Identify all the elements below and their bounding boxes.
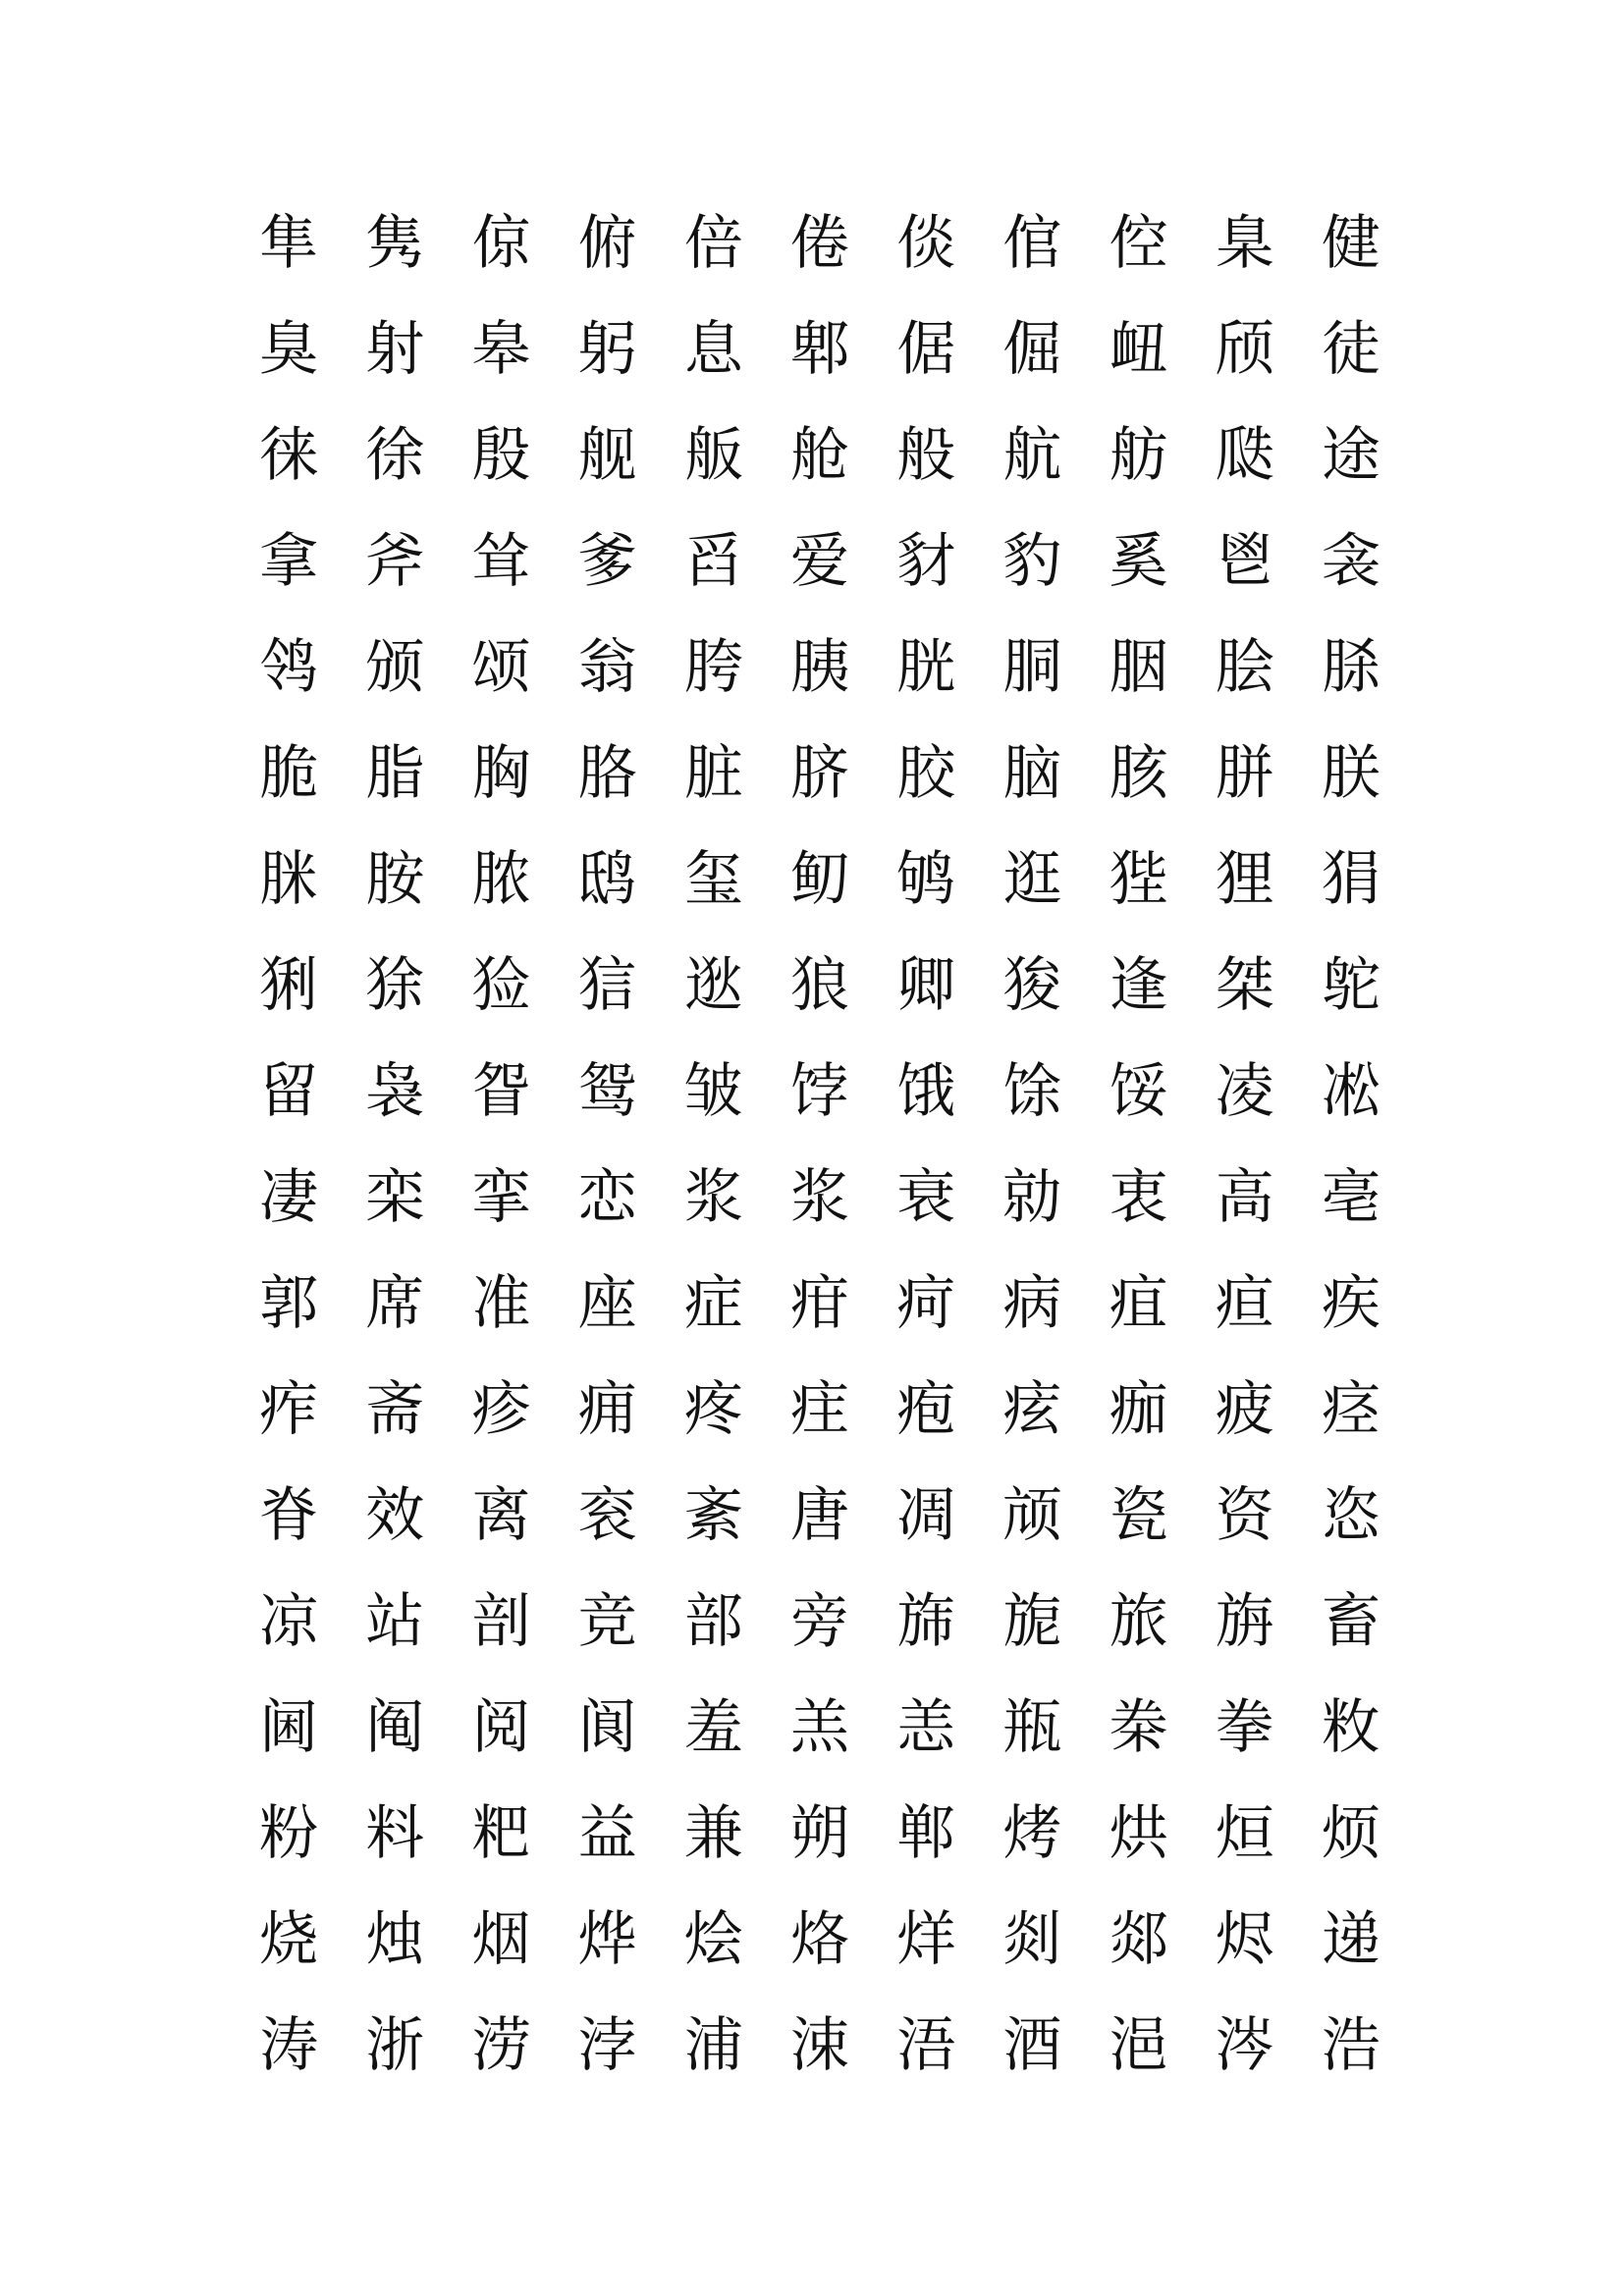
character-cell: 凉 [259, 1587, 319, 1656]
character-cell: 途 [1321, 421, 1380, 490]
character-cell: 烛 [365, 1905, 425, 1974]
character-cell: 疸 [1215, 1269, 1274, 1338]
character-cell: 鸳 [577, 1057, 637, 1126]
character-cell: 倞 [471, 209, 531, 278]
character-cell: 郭 [259, 1269, 319, 1338]
character-cell: 涝 [471, 2011, 531, 2080]
character-cell: 舱 [790, 421, 850, 490]
character-row [236, 2011, 1404, 2122]
character-cell: 鬯 [1215, 527, 1274, 596]
character-cell: 浥 [1109, 2011, 1168, 2080]
character-cell: 徒 [1321, 315, 1380, 384]
character-cell: 胰 [790, 633, 850, 702]
character-cell: 颃 [1002, 1481, 1062, 1550]
character-cell: 胭 [1109, 633, 1168, 702]
character-row [236, 633, 1404, 744]
character-cell: 胺 [365, 845, 425, 914]
character-row [236, 1905, 1404, 2016]
character-cell: 恣 [1321, 1481, 1380, 1550]
character-cell: 耸 [471, 527, 531, 596]
character-cell: 烟 [471, 1905, 531, 1974]
character-cell: 脊 [259, 1481, 319, 1550]
character-cell: 恋 [577, 1163, 637, 1232]
character-cell: 舀 [683, 527, 743, 596]
character-row [236, 315, 1404, 426]
character-cell: 倌 [1002, 209, 1062, 278]
character-cell: 胯 [683, 633, 743, 702]
character-cell: 郯 [1109, 1905, 1168, 1974]
character-cell: 鸰 [259, 633, 319, 702]
character-cell: 涛 [259, 2011, 319, 2080]
character-cell: 阅 [471, 1693, 531, 1762]
character-cell: 病 [1002, 1269, 1062, 1338]
character-row [236, 845, 1404, 956]
character-cell: 疼 [683, 1375, 743, 1444]
character-cell: 爹 [577, 527, 637, 596]
character-cell: 烦 [1321, 1799, 1380, 1868]
character-cell: 馁 [1109, 1057, 1168, 1126]
character-cell: 脒 [259, 845, 319, 914]
character-cell: 脑 [1002, 739, 1062, 808]
character-cell: 倨 [896, 315, 956, 384]
character-cell: 皱 [683, 1057, 743, 1126]
character-cell: 涑 [790, 2011, 850, 2080]
character-cell: 衾 [1321, 527, 1380, 596]
character-cell: 浯 [896, 2011, 956, 2080]
character-cell: 烘 [1109, 1799, 1168, 1868]
character-cell: 部 [683, 1587, 743, 1656]
character-cell: 胴 [1002, 633, 1062, 702]
character-cell: 剡 [1002, 1905, 1062, 1974]
character-cell: 舨 [683, 421, 743, 490]
character-cell: 烊 [896, 1905, 956, 1974]
character-cell: 旁 [790, 1587, 850, 1656]
character-cell: 航 [1002, 421, 1062, 490]
character-cell: 朔 [790, 1799, 850, 1868]
character-cell: 留 [259, 1057, 319, 1126]
character-cell: 殷 [471, 421, 531, 490]
character-cell: 斋 [365, 1375, 425, 1444]
character-cell: 痈 [577, 1375, 637, 1444]
character-cell: 倍 [683, 209, 743, 278]
character-cell: 畜 [1321, 1587, 1380, 1656]
character-row [236, 739, 1404, 850]
character-cell: 旅 [1109, 1587, 1168, 1656]
character-cell: 羞 [683, 1693, 743, 1762]
character-cell: 浦 [683, 2011, 743, 2080]
character-cell: 紊 [683, 1481, 743, 1550]
character-cell: 臭 [259, 315, 319, 384]
character-cell: 逛 [1002, 845, 1062, 914]
character-cell: 益 [577, 1799, 637, 1868]
character-cell: 狺 [577, 951, 637, 1020]
character-cell: 烨 [577, 1905, 637, 1974]
character-cell: 狳 [365, 951, 425, 1020]
character-cell: 浡 [577, 2011, 637, 2080]
character-cell: 斧 [365, 527, 425, 596]
character-cell: 脓 [471, 845, 531, 914]
character-row [236, 1693, 1404, 1804]
character-cell: 倔 [1002, 315, 1062, 384]
character-cell: 卿 [896, 951, 956, 1020]
character-cell: 浆 [790, 1163, 850, 1232]
character-cell: 勍 [1002, 1163, 1062, 1232]
character-cell: 躬 [577, 315, 637, 384]
character-cell: 郸 [896, 1799, 956, 1868]
character-row [236, 527, 1404, 638]
character-cell: 瓶 [1002, 1693, 1062, 1762]
character-cell: 隽 [365, 209, 425, 278]
character-row [236, 951, 1404, 1062]
character-cell: 徕 [259, 421, 319, 490]
character-cell: 桀 [1215, 951, 1274, 1020]
character-cell: 烜 [1215, 1799, 1274, 1868]
character-cell: 瓷 [1109, 1481, 1168, 1550]
character-cell: 拳 [1215, 1693, 1274, 1762]
character-cell: 递 [1321, 1905, 1380, 1974]
character-cell: 凇 [1321, 1057, 1380, 1126]
character-row [236, 1799, 1404, 1910]
character-grid [236, 209, 1404, 2122]
character-cell: 颁 [365, 633, 425, 702]
character-cell: 疲 [1215, 1375, 1274, 1444]
character-cell: 胲 [1109, 739, 1168, 808]
character-cell: 座 [577, 1269, 637, 1338]
character-cell: 浩 [1321, 2011, 1380, 2080]
character-cell: 脐 [790, 739, 850, 808]
character-row [236, 421, 1404, 532]
character-cell: 疳 [790, 1269, 850, 1338]
character-cell: 旆 [896, 1587, 956, 1656]
character-cell: 疱 [896, 1375, 956, 1444]
character-cell: 豺 [896, 527, 956, 596]
character-cell: 烩 [683, 1905, 743, 1974]
character-cell: 鸱 [577, 845, 637, 914]
character-cell: 息 [683, 315, 743, 384]
character-row [236, 1163, 1404, 1274]
character-cell: 料 [365, 1799, 425, 1868]
character-cell: 高 [1215, 1163, 1274, 1232]
character-row [236, 1587, 1404, 1698]
character-cell: 栾 [365, 1163, 425, 1232]
character-cell: 疴 [896, 1269, 956, 1338]
character-cell: 狷 [1321, 845, 1380, 914]
character-cell: 胳 [577, 739, 637, 808]
character-cell: 羔 [790, 1693, 850, 1762]
character-row [236, 1269, 1404, 1380]
character-cell: 剖 [471, 1587, 531, 1656]
character-cell: 狴 [1109, 845, 1168, 914]
character-cell: 疾 [1321, 1269, 1380, 1338]
character-cell: 离 [471, 1481, 531, 1550]
character-cell: 挛 [471, 1163, 531, 1232]
character-cell: 涔 [1215, 2011, 1274, 2080]
character-cell: 效 [365, 1481, 425, 1550]
character-row [236, 1057, 1404, 1168]
character-cell: 恙 [896, 1693, 956, 1762]
character-cell: 般 [896, 421, 956, 490]
character-cell: 俯 [577, 209, 637, 278]
character-cell: 阆 [577, 1693, 637, 1762]
character-cell: 眢 [471, 1057, 531, 1126]
character-cell: 猃 [471, 951, 531, 1020]
character-cell: 倓 [896, 209, 956, 278]
character-cell: 痃 [1002, 1375, 1062, 1444]
character-cell: 烧 [259, 1905, 319, 1974]
character-row [236, 1375, 1404, 1486]
character-cell: 瓞 [1215, 421, 1274, 490]
character-cell: 痄 [259, 1375, 319, 1444]
character-cell: 舰 [577, 421, 637, 490]
character-cell: 猁 [259, 951, 319, 1020]
character-cell: 胱 [896, 633, 956, 702]
character-cell: 衰 [896, 1163, 956, 1232]
character-cell: 烤 [1002, 1799, 1062, 1868]
character-cell: 唐 [790, 1481, 850, 1550]
character-cell: 狸 [1215, 845, 1274, 914]
character-cell: 豹 [1002, 527, 1062, 596]
character-cell: 脂 [365, 739, 425, 808]
character-cell: 站 [365, 1587, 425, 1656]
character-cell: 朕 [1321, 739, 1380, 808]
character-cell: 射 [365, 315, 425, 384]
character-cell: 疽 [1109, 1269, 1168, 1338]
character-cell: 健 [1321, 209, 1380, 278]
character-cell: 疹 [471, 1375, 531, 1444]
character-cell: 胸 [471, 739, 531, 808]
character-cell: 胶 [896, 739, 956, 808]
character-cell: 倥 [1109, 209, 1168, 278]
character-cell: 酒 [1002, 2011, 1062, 2080]
character-cell: 凄 [259, 1163, 319, 1232]
character-cell: 烙 [790, 1905, 850, 1974]
character-cell: 鱽 [790, 845, 850, 914]
character-cell: 狼 [790, 951, 850, 1020]
character-cell: 衄 [1109, 315, 1168, 384]
character-cell: 奚 [1109, 527, 1168, 596]
character-cell: 颂 [471, 633, 531, 702]
character-cell: 胼 [1215, 739, 1274, 808]
character-cell: 逢 [1109, 951, 1168, 1020]
character-cell: 衮 [577, 1481, 637, 1550]
character-cell: 凋 [896, 1481, 956, 1550]
character-cell: 烬 [1215, 1905, 1274, 1974]
character-cell: 拿 [259, 527, 319, 596]
character-cell: 症 [683, 1269, 743, 1338]
character-cell: 脆 [259, 739, 319, 808]
character-cell: 馀 [1002, 1057, 1062, 1126]
character-cell: 脏 [683, 739, 743, 808]
character-cell: 浙 [365, 2011, 425, 2080]
character-cell: 爱 [790, 527, 850, 596]
character-cell: 鸵 [1321, 951, 1380, 1020]
character-cell: 翁 [577, 633, 637, 702]
character-cell: 旃 [1215, 1587, 1274, 1656]
character-cell: 桊 [1109, 1693, 1168, 1762]
character-cell: 席 [365, 1269, 425, 1338]
character-cell: 颀 [1215, 315, 1274, 384]
character-cell: 痉 [1321, 1375, 1380, 1444]
character-cell: 兼 [683, 1799, 743, 1868]
character-cell: 阄 [365, 1693, 425, 1762]
character-cell: 凌 [1215, 1057, 1274, 1126]
character-row [236, 1481, 1404, 1592]
character-row [236, 209, 1404, 320]
character-cell: 倦 [790, 209, 850, 278]
character-cell: 衷 [1109, 1163, 1168, 1232]
character-cell: 阃 [259, 1693, 319, 1762]
character-cell: 粉 [259, 1799, 319, 1868]
character-cell: 郫 [790, 315, 850, 384]
character-cell: 脎 [1321, 633, 1380, 702]
character-cell: 疰 [790, 1375, 850, 1444]
character-cell: 旎 [1002, 1587, 1062, 1656]
character-cell: 徐 [365, 421, 425, 490]
character-cell: 准 [471, 1269, 531, 1338]
character-cell: 狻 [1002, 951, 1062, 1020]
character-cell: 鸲 [896, 845, 956, 914]
character-cell: 脍 [1215, 633, 1274, 702]
character-cell: 舫 [1109, 421, 1168, 490]
character-cell: 隼 [259, 209, 319, 278]
character-cell: 臬 [1215, 209, 1274, 278]
character-cell: 粑 [471, 1799, 531, 1868]
character-cell: 皋 [471, 315, 531, 384]
character-cell: 痂 [1109, 1375, 1168, 1444]
character-cell: 资 [1215, 1481, 1274, 1550]
character-cell: 玺 [683, 845, 743, 914]
character-cell: 亳 [1321, 1163, 1380, 1232]
character-cell: 袅 [365, 1057, 425, 1126]
character-cell: 饽 [790, 1057, 850, 1126]
character-cell: 浆 [683, 1163, 743, 1232]
character-cell: 竞 [577, 1587, 637, 1656]
character-cell: 逖 [683, 951, 743, 1020]
character-cell: 饿 [896, 1057, 956, 1126]
character-cell: 敉 [1321, 1693, 1380, 1762]
